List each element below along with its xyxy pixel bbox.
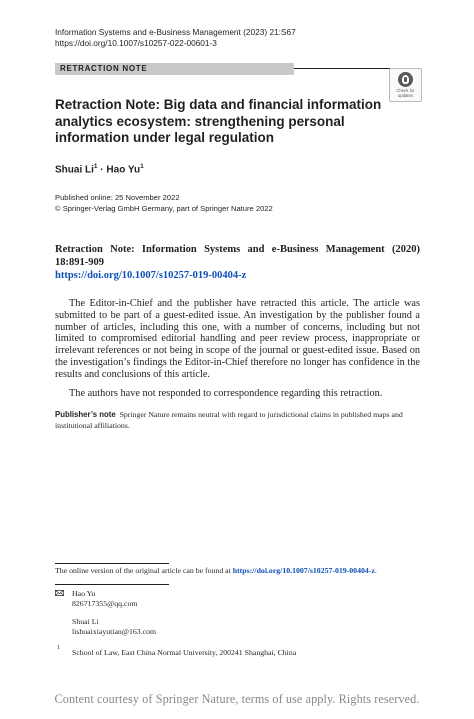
author-name[interactable]: Shuai Li: [55, 164, 94, 176]
courtesy-notice: Content courtesy of Springer Nature, terms of use apply. Rights reserved.: [54, 692, 420, 706]
online-version-note: The online version of the original article can be found at https://doi.org/10.1007/s10257-019-00404-z.: [55, 566, 377, 575]
online-version-link[interactable]: https://doi.org/10.1007/s10257-019-00404-z: [232, 566, 375, 575]
envelope-icon: [55, 590, 64, 596]
check-for-updates-icon: [398, 72, 413, 87]
publication-info: [55, 193, 273, 214]
publisher-note-text: Springer Nature remains neutral with regard to jurisdictional claims in published maps and institutional affiliations.: [55, 410, 403, 430]
publisher-note: [55, 410, 420, 431]
article-type-label: RETRACTION NOTE: [60, 64, 148, 73]
article-title: Retraction Note: Big data and financial information analytics ecosystem: strengthening personal information under legal regulation: [55, 97, 382, 145]
check-for-updates-badge[interactable]: [389, 68, 422, 102]
retraction-statement: The Editor-in-Chief and the publisher have retracted this article. The article was submitted to be part of a guest-edited issue. An investigation by the publisher found a number of articles, including this one, with a number of concerns, including but not limited to compromised editorial handling and peer review process, inappropriate or irrelevant references or not being in scope of the journal or guest-edited issue. Based on the investigation’s findings the Editor-in-Chief therefore no longer has confidence in the results and conclusions of this article.: [55, 298, 420, 380]
author-name[interactable]: Hao Yu: [106, 164, 141, 176]
published-date: Published online: 25 November 2022: [55, 193, 180, 202]
body-paragraph: [55, 298, 420, 381]
original-article-doi-link[interactable]: https://doi.org/10.1007/s10257-019-00404-z: [55, 270, 247, 281]
journal-citation: Information Systems and e-Business Management (2023) 21:S67: [55, 27, 296, 37]
publisher-note-label: Publisher’s note: [55, 410, 116, 419]
contact-email[interactable]: 826717355@qq.com: [72, 599, 138, 609]
contact-entry: [72, 589, 137, 609]
contact-name: Shuai Li: [72, 617, 99, 626]
badge-label: Check for updates: [396, 88, 415, 98]
journal-header: [55, 27, 296, 49]
journal-doi[interactable]: https://doi.org/10.1007/s10257-022-00601-3: [55, 38, 217, 48]
original-article-title: Retraction Note: Information Systems and e-Business Management (2020): [55, 244, 420, 255]
copyright: © Springer-Verlag GmbH Germany, part of Springer Nature 2022: [55, 203, 273, 213]
contact-entry: [72, 617, 156, 637]
contact-name: Hao Yu: [72, 589, 96, 598]
author-list: [55, 163, 144, 175]
footnote-rule: [55, 563, 169, 564]
contact-email[interactable]: lishuaixiayutian@163.com: [72, 627, 157, 637]
author-response-statement: The authors have not responded to correspondence regarding this retraction.: [69, 388, 383, 399]
author-affiliation-ref: 1: [93, 163, 98, 170]
author-affiliation-ref: 1: [140, 163, 144, 170]
affiliation: School of Law, East China Normal University, 200241 Shanghai, China: [72, 648, 297, 657]
affiliation-number: 1: [57, 645, 60, 651]
footnote-rule: [55, 584, 169, 585]
author-separator: ·: [97, 164, 107, 176]
body-paragraph: [55, 388, 420, 400]
original-article-pages: 18:891-909: [55, 257, 104, 268]
